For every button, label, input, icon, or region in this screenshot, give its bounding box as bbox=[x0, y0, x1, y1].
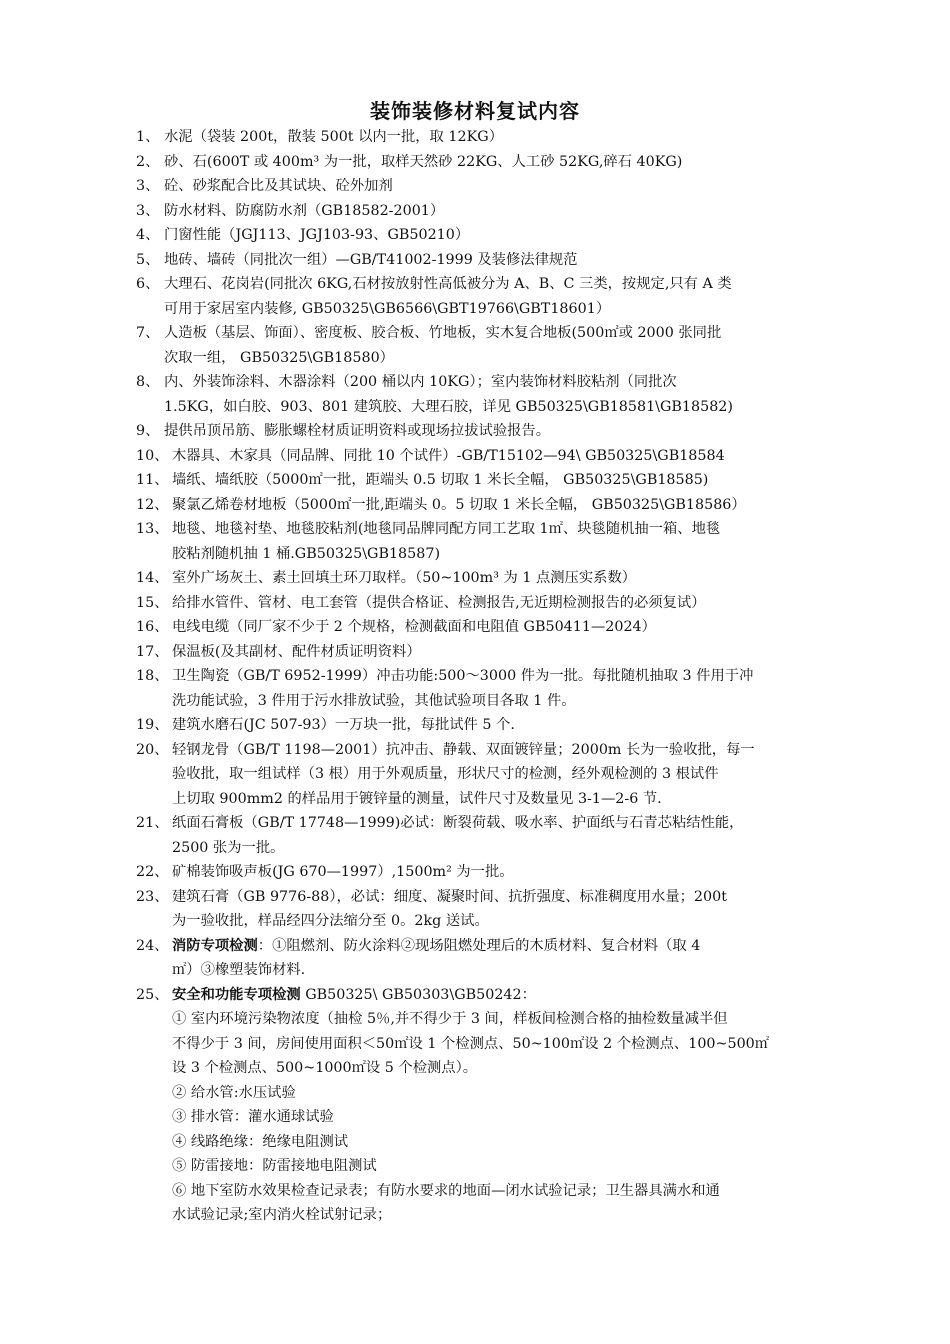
item-text-line: 墙纸、墙纸胶（5000㎡一批，距端头 0.5 切取 1 米长全幅， GB50325\GB18585) bbox=[172, 472, 709, 488]
item-text bbox=[172, 738, 826, 812]
item-text bbox=[172, 444, 826, 469]
list-item bbox=[136, 174, 826, 199]
item-text-line: 次取一组， GB50325\GB18580） bbox=[164, 349, 394, 366]
item-number: 13、 bbox=[136, 521, 169, 537]
list-item bbox=[136, 370, 826, 419]
item-text bbox=[164, 248, 826, 273]
item-text bbox=[164, 419, 826, 444]
item-number: 11、 bbox=[136, 472, 169, 488]
item-text bbox=[172, 811, 826, 860]
item-text-line: 聚氯乙烯卷材地板（5000㎡一批,距端头 0。5 切取 1 米长全幅， GB50325\GB18586） bbox=[172, 496, 746, 513]
sub-item-line: 水试验记录;室内消火栓试射记录； bbox=[172, 1207, 392, 1223]
item-text bbox=[164, 272, 826, 321]
item-number: 7、 bbox=[136, 325, 160, 341]
test-item-list bbox=[136, 125, 826, 1228]
item-text bbox=[172, 983, 826, 1008]
list-item bbox=[136, 493, 826, 518]
item-text bbox=[172, 934, 826, 983]
item-number: 3、 bbox=[136, 178, 160, 194]
item-text bbox=[164, 199, 826, 224]
item-text-line: 给排水管件、管材、电工套管（提供合格证、检测报告,无近期检测报告的必须复试） bbox=[172, 594, 706, 611]
item-text-line: 提供吊顶吊筋、膨胀螺栓材质证明资料或现场拉拔试验报告。 bbox=[164, 423, 551, 439]
item-text bbox=[164, 125, 826, 150]
item-text-line: 砼、砂浆配合比及其试块、砼外加剂 bbox=[164, 178, 393, 194]
item-number: 18、 bbox=[136, 668, 169, 684]
item-text bbox=[172, 860, 826, 885]
list-item bbox=[136, 566, 826, 591]
sub-item-line: ⑥ 地下室防水效果检查记录表；有防水要求的地面—闭水试验记录；卫生器具满水和通 bbox=[172, 1182, 720, 1199]
item-text bbox=[172, 566, 826, 591]
item-text-line: 内、外装饰涂料、木器涂料（200 桶以内 10KG）；室内装饰材料胶粘剂（同批次 bbox=[164, 374, 677, 390]
list-item bbox=[136, 248, 826, 273]
item-text-line bbox=[172, 983, 826, 1008]
item-text-line: 防水材料、防腐防水剂（GB18582-2001） bbox=[164, 202, 445, 219]
item-text-line: 电线电缆（同厂家不少于 2 个规格，检测截面和电阻值 GB50411—2024） bbox=[172, 619, 656, 635]
item-number: 10、 bbox=[136, 447, 169, 464]
list-item bbox=[136, 860, 826, 885]
list-item bbox=[136, 517, 826, 566]
item-text-line: 大理石、花岗岩(同批次 6KG,石材按放射性高低被分为 A、B、C 三类，按规定,只有 A 类 bbox=[164, 276, 732, 292]
item-text bbox=[164, 174, 826, 199]
item-text-rest: ：①阻燃剂、防火涂料②现场阻燃处理后的木质材料、复合材料（取 4 bbox=[257, 937, 701, 954]
list-item bbox=[136, 934, 826, 983]
item-number: 22、 bbox=[136, 864, 169, 880]
item-text-line: 洗功能试验，3 件用于污水排放试验，其他试验项目各取 1 件。 bbox=[172, 692, 576, 709]
list-item bbox=[136, 885, 826, 934]
list-item bbox=[136, 640, 826, 665]
item-number: 25、 bbox=[136, 986, 169, 1003]
item-number: 9、 bbox=[136, 423, 160, 439]
list-item bbox=[136, 199, 826, 224]
sub-item-line: 不得少于 3 间，房间使用面积＜50㎡设 1 个检测点、50~100㎡设 2 个检测点、100~500㎡ bbox=[172, 1035, 770, 1052]
item-text bbox=[172, 713, 826, 738]
item-text-line: 地砖、墙砖（同批次一组）—GB/T41002-1999 及装修法律规范 bbox=[164, 251, 578, 268]
item-number: 1、 bbox=[136, 129, 160, 145]
item-text-line: 验收批，取一组试样（3 根）用于外观质量，形状尺寸的检测，经外观检测的 3 根试件 bbox=[172, 766, 719, 782]
item-text-line: 矿棉装饰吸声板(JG 670—1997）,1500m² 为一批。 bbox=[172, 864, 514, 880]
item-text bbox=[172, 664, 826, 713]
sub-item-line: ② 给水管:水压试验 bbox=[172, 1084, 296, 1101]
list-item bbox=[136, 713, 826, 738]
item-text bbox=[164, 223, 826, 248]
item-text bbox=[164, 370, 826, 419]
item-number: 24、 bbox=[136, 937, 169, 954]
item-number: 14、 bbox=[136, 570, 169, 586]
item-text-line: 砂、石(600T 或 400m³ 为一批，取样天然砂 22KG、人工砂 52KG,碎石 40KG) bbox=[164, 153, 683, 170]
list-item bbox=[136, 591, 826, 616]
item-number: 23、 bbox=[136, 888, 169, 905]
item-heading: 消防专项检测 bbox=[172, 937, 258, 954]
item-number: 15、 bbox=[136, 594, 169, 611]
item-number: 16、 bbox=[136, 619, 169, 635]
list-item bbox=[136, 664, 826, 713]
item-text-line: 胶粘剂随机抽 1 桶.GB50325\GB18587) bbox=[172, 545, 441, 562]
item-text bbox=[172, 615, 826, 640]
item-text-line: 建筑水磨石(JC 507-93）一万块一批，每批试件 5 个. bbox=[172, 717, 515, 733]
page-title: 装饰装修材料复试内容 bbox=[370, 99, 580, 123]
sub-item-line: 设 3 个检测点、500~1000㎡设 5 个检测点）。 bbox=[172, 1060, 478, 1076]
list-item bbox=[136, 223, 826, 248]
list-item bbox=[136, 444, 826, 469]
item-text-line: 木器具、木家具（同品牌、同批 10 个试件）-GB/T15102—94\ GB50325\GB18584 bbox=[172, 447, 725, 464]
item-text-line: 为一验收批，样品经四分法缩分至 0。2kg 送试。 bbox=[172, 913, 489, 929]
list-item bbox=[136, 321, 826, 370]
list-item bbox=[136, 983, 826, 1008]
item-number: 20、 bbox=[136, 741, 169, 758]
item-text-line: 2500 张为一批。 bbox=[172, 839, 285, 856]
item-heading: 安全和功能专项检测 bbox=[172, 986, 301, 1003]
item-text-line: 卫生陶瓷（GB/T 6952-1999）冲击功能:500～3000 件为一批。每批随机抽取 3 件用于冲 bbox=[172, 668, 754, 684]
item-number: 12、 bbox=[136, 496, 169, 513]
list-item bbox=[136, 419, 826, 444]
list-item bbox=[136, 125, 826, 150]
list-item bbox=[136, 150, 826, 175]
item-text-line: ㎡）③橡塑装饰材料. bbox=[172, 962, 306, 978]
item-text-line: 上切取 900mm2 的样品用于镀锌量的测量，试件尺寸及数量见 3-1—2-6 节. bbox=[172, 790, 662, 807]
item-text bbox=[172, 640, 826, 665]
sub-item-line: ④ 线路绝缘：绝缘电阻测试 bbox=[172, 1133, 349, 1150]
list-item bbox=[136, 615, 826, 640]
sub-item-line: ① 室内环境污染物浓度（抽检 5％,并不得少于 3 间，样板间检测合格的抽检数量减半但 bbox=[172, 1011, 728, 1027]
item-text bbox=[172, 591, 826, 616]
item-text bbox=[164, 321, 826, 370]
list-item bbox=[136, 272, 826, 321]
item-number: 4、 bbox=[136, 227, 160, 243]
item-number: 5、 bbox=[136, 251, 160, 268]
item-number: 17、 bbox=[136, 643, 169, 660]
item-text-line: 纸面石膏板（GB/T 17748—1999)必试：断裂荷载、吸水率、护面纸与石青芯粘结性能， bbox=[172, 815, 744, 831]
list-item bbox=[136, 811, 826, 860]
item-text-rest: GB50325\ GB50303\GB50242： bbox=[300, 986, 536, 1003]
item-text-line: 地毯、地毯衬垫、地毯胶粘剂(地毯同品牌同配方同工艺取 1㎡、块毯随机抽一箱、地毯 bbox=[172, 521, 721, 537]
item-number: 21、 bbox=[136, 815, 169, 831]
item-text-line: 保温板(及其副材、配件材质证明资料） bbox=[172, 643, 421, 660]
item-text-line: 建筑石膏（GB 9776-88），必试：细度、凝聚时间、抗折强度、标准稠度用水量；200t bbox=[172, 888, 727, 905]
item-text-line: 门窗性能（JGJ113、JGJ103-93、GB50210） bbox=[164, 227, 470, 243]
item-text-line: 室外广场灰土、素土回填土环刀取样。（50~100m³ 为 1 点测压实系数） bbox=[172, 570, 637, 586]
sub-item-line: ③ 排水管：灌水通球试验 bbox=[172, 1109, 334, 1125]
item-text bbox=[172, 517, 826, 566]
item-number: 2、 bbox=[136, 153, 160, 170]
item-text-line: 水泥（袋装 200t，散装 500t 以内一批，取 12KG） bbox=[164, 129, 503, 145]
item-text-line bbox=[172, 934, 826, 959]
item-text-line: 轻钢龙骨（GB/T 1198—2001）抗冲击、静载、双面镀锌量；2000m 长为一验收批，每一 bbox=[172, 741, 755, 758]
item-number: 8、 bbox=[136, 374, 160, 390]
item-text bbox=[172, 885, 826, 934]
item-text bbox=[172, 493, 826, 518]
list-item bbox=[136, 468, 826, 493]
item-text-line: 1.5KG，如白胶、903、801 建筑胶、大理石胶，详见 GB50325\GB18581\GB18582) bbox=[164, 398, 733, 415]
item-number: 3、 bbox=[136, 202, 160, 219]
list-item bbox=[136, 738, 826, 812]
item-text-line: 可用于家居室内装修, GB50325\GB6566\GBT19766\GBT18601） bbox=[164, 300, 611, 317]
sub-item-line: ⑤ 防雷接地：防雷接地电阻测试 bbox=[172, 1158, 377, 1174]
item-number: 19、 bbox=[136, 717, 169, 733]
item-number: 6、 bbox=[136, 276, 160, 292]
item-text bbox=[164, 150, 826, 175]
item-text-line: 人造板（基层、饰面）、密度板、胶合板、竹地板，实木复合地板(500㎡或 2000 张同批 bbox=[164, 325, 722, 341]
item-text bbox=[172, 468, 826, 493]
